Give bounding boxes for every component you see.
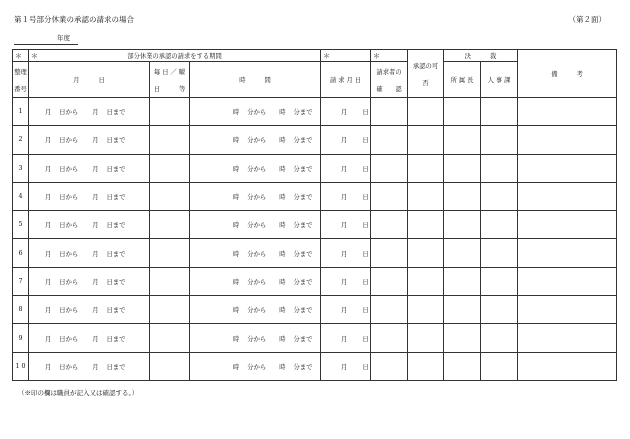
row-number: 5: [13, 211, 29, 239]
star-mark: ＊: [15, 52, 22, 60]
star-mark: ＊: [31, 52, 38, 60]
time-range-part: 分まで: [293, 250, 313, 258]
requester-confirm-cell[interactable]: [371, 98, 408, 126]
confirm-label-1: 請求者の: [376, 68, 402, 76]
time-range-part: 分まで: [293, 194, 313, 202]
date-range-cell[interactable]: [29, 98, 150, 126]
time-range-part: 分まで: [293, 109, 313, 117]
remarks-cell[interactable]: [518, 267, 617, 295]
date-range-cell[interactable]: [29, 154, 150, 182]
time-range-part: 時: [233, 278, 240, 286]
row-number: 8: [13, 296, 29, 324]
requester-confirm-cell[interactable]: [371, 267, 408, 295]
every-day-label-2: 日 等: [153, 85, 186, 93]
hr-cell[interactable]: [481, 239, 518, 267]
time-range-part: 分まで: [293, 307, 313, 315]
remarks-header: 備 考: [518, 50, 617, 98]
time-range-part: 時: [279, 137, 286, 145]
date-range-part: 月: [92, 137, 99, 145]
date-range-cell[interactable]: [29, 296, 150, 324]
approval-cell[interactable]: [408, 211, 444, 239]
time-range-cell[interactable]: [190, 126, 321, 154]
date-range-part: 日まで: [106, 335, 126, 343]
dept-head-cell[interactable]: [444, 182, 481, 210]
page-label: （第２面）: [568, 15, 606, 24]
request-date-part: 月: [341, 250, 348, 258]
date-range-part: 日まで: [106, 307, 126, 315]
date-range-part: 月: [92, 363, 99, 371]
year-field: [14, 34, 78, 45]
time-range-part: 時: [279, 194, 286, 202]
requester-confirm-cell[interactable]: [371, 211, 408, 239]
star-cell-request: [321, 50, 371, 62]
request-date-part: 日: [362, 109, 369, 117]
date-range-part: 月: [45, 363, 52, 371]
star-mark: ＊: [373, 52, 381, 60]
time-range-part: 分から: [247, 250, 267, 258]
remarks-cell[interactable]: [518, 182, 617, 210]
time-range-part: 分から: [247, 137, 267, 145]
remarks-cell[interactable]: [518, 324, 617, 352]
approval-header: [408, 50, 444, 98]
date-range-cell[interactable]: [29, 182, 150, 210]
date-range-part: 日から: [59, 222, 79, 230]
star-cell-confirm: [371, 50, 408, 62]
approval-cell[interactable]: [408, 352, 444, 380]
time-range-part: 分まで: [293, 335, 313, 343]
hr-cell[interactable]: [481, 296, 518, 324]
every-day-cell[interactable]: [150, 239, 190, 267]
time-range-part: 分から: [247, 109, 267, 117]
table-row: [13, 154, 617, 182]
dept-head-cell[interactable]: [444, 154, 481, 182]
date-range-part: 日から: [59, 109, 79, 117]
request-date-part: 日: [362, 335, 369, 343]
time-range-part: 分から: [247, 165, 267, 173]
request-date-part: 月: [341, 165, 348, 173]
dept-head-cell[interactable]: [444, 211, 481, 239]
remarks-cell[interactable]: [518, 98, 617, 126]
date-range-part: 月: [92, 250, 99, 258]
footnote: （※印の欄は職員が記入又は確認する。）: [18, 389, 139, 397]
dept-head-header: 所 属 長: [444, 62, 481, 98]
dept-head-cell[interactable]: [444, 267, 481, 295]
hr-cell[interactable]: [481, 352, 518, 380]
request-date-part: 月: [341, 222, 348, 230]
table-row: [13, 239, 617, 267]
request-date-part: 日: [362, 307, 369, 315]
time-range-part: 時: [233, 194, 240, 202]
request-date-part: 月: [341, 278, 348, 286]
time-range-part: 分まで: [293, 222, 313, 230]
date-range-part: 日まで: [106, 194, 126, 202]
hr-cell[interactable]: [481, 98, 518, 126]
row-number: 2: [13, 126, 29, 154]
every-day-cell[interactable]: [150, 324, 190, 352]
request-date-part: 日: [362, 363, 369, 371]
remarks-cell[interactable]: [518, 211, 617, 239]
seiri-label-2: 番号: [14, 85, 27, 93]
seiri-no-header: [13, 62, 29, 98]
requester-confirm-cell[interactable]: [371, 324, 408, 352]
year-label: 年度: [57, 34, 70, 42]
time-range-part: 分まで: [293, 165, 313, 173]
hr-cell[interactable]: [481, 267, 518, 295]
request-date-cell[interactable]: [321, 352, 371, 380]
date-range-part: 日から: [59, 137, 79, 145]
approval-label-2: 否: [422, 79, 429, 87]
remarks-cell[interactable]: [518, 352, 617, 380]
request-date-cell[interactable]: [321, 324, 371, 352]
requester-confirm-cell[interactable]: [371, 296, 408, 324]
request-date-part: 日: [362, 222, 369, 230]
row-number: 7: [13, 267, 29, 295]
time-header: 時 間: [190, 62, 321, 98]
date-range-part: 月: [92, 278, 99, 286]
time-range-part: 分から: [247, 363, 267, 371]
remarks-cell[interactable]: [518, 239, 617, 267]
every-day-header: [150, 62, 190, 98]
row-number: 6: [13, 239, 29, 267]
date-range-part: 日から: [59, 363, 79, 371]
date-range-part: 日から: [59, 250, 79, 258]
row-number: 9: [13, 324, 29, 352]
requester-confirm-cell[interactable]: [371, 182, 408, 210]
time-range-part: 時: [233, 137, 240, 145]
time-range-cell[interactable]: [190, 239, 321, 267]
requester-confirm-cell[interactable]: [371, 239, 408, 267]
date-range-cell[interactable]: [29, 239, 150, 267]
every-day-cell[interactable]: [150, 352, 190, 380]
seiri-label-1: 整理: [14, 68, 27, 76]
time-range-part: 時: [233, 165, 240, 173]
form-title: 第１号部分休業の承認の請求の場合: [14, 15, 134, 24]
time-range-part: 時: [233, 335, 240, 343]
leave-request-table: [12, 49, 617, 381]
confirm-label-2: 確 認: [376, 85, 402, 93]
row-number: 4: [13, 182, 29, 210]
requester-confirm-cell[interactable]: [371, 154, 408, 182]
time-range-part: 時: [279, 335, 286, 343]
time-range-part: 時: [279, 363, 286, 371]
approval-cell[interactable]: [408, 267, 444, 295]
request-date-cell[interactable]: [321, 296, 371, 324]
table-row: [13, 211, 617, 239]
date-range-part: 日まで: [106, 363, 126, 371]
date-range-part: 日から: [59, 335, 79, 343]
date-range-cell[interactable]: [29, 324, 150, 352]
request-date-cell[interactable]: [321, 182, 371, 210]
hr-cell[interactable]: [481, 211, 518, 239]
date-range-part: 日から: [59, 307, 79, 315]
time-range-part: 時: [233, 250, 240, 258]
period-group-label: 部分休業の承認の請求をする期間: [127, 53, 222, 60]
dept-head-cell[interactable]: [444, 126, 481, 154]
every-day-cell[interactable]: [150, 98, 190, 126]
hr-cell[interactable]: [481, 154, 518, 182]
table-row: [13, 182, 617, 210]
remarks-cell[interactable]: [518, 296, 617, 324]
hr-header: 人 事 課: [481, 62, 518, 98]
request-date-header: 請 求 月 日: [321, 62, 371, 98]
time-range-cell[interactable]: [190, 296, 321, 324]
dept-head-cell[interactable]: [444, 324, 481, 352]
dept-head-cell[interactable]: [444, 98, 481, 126]
remarks-cell[interactable]: [518, 126, 617, 154]
request-date-part: 月: [341, 307, 348, 315]
time-range-part: 時: [279, 278, 286, 286]
request-date-part: 月: [341, 335, 348, 343]
date-range-part: 月: [45, 307, 52, 315]
time-range-part: 分まで: [293, 278, 313, 286]
approval-cell[interactable]: [408, 296, 444, 324]
time-range-cell[interactable]: [190, 211, 321, 239]
approval-cell[interactable]: [408, 239, 444, 267]
request-date-cell[interactable]: [321, 126, 371, 154]
table-row: [13, 267, 617, 295]
time-range-part: 分から: [247, 335, 267, 343]
decision-header: 決 裁: [444, 50, 518, 62]
time-range-part: 時: [279, 165, 286, 173]
date-range-part: 日まで: [106, 109, 126, 117]
date-range-part: 月: [45, 137, 52, 145]
table-row: [13, 98, 617, 126]
date-range-part: 日まで: [106, 250, 126, 258]
time-range-cell[interactable]: [190, 267, 321, 295]
row-number: 1 0: [13, 352, 29, 380]
date-range-part: 日まで: [106, 137, 126, 145]
request-date-part: 月: [341, 109, 348, 117]
table-row: [13, 324, 617, 352]
hr-cell[interactable]: [481, 324, 518, 352]
date-range-part: 月: [45, 335, 52, 343]
star-cell-seiri: [13, 50, 29, 62]
date-range-part: 月: [92, 109, 99, 117]
date-range-part: 日から: [59, 194, 79, 202]
time-range-part: 時: [233, 363, 240, 371]
hr-cell[interactable]: [481, 182, 518, 210]
time-range-part: 時: [233, 307, 240, 315]
request-date-cell[interactable]: [321, 98, 371, 126]
request-date-part: 日: [362, 250, 369, 258]
time-range-part: 時: [279, 250, 286, 258]
date-range-cell[interactable]: [29, 211, 150, 239]
time-range-cell[interactable]: [190, 98, 321, 126]
every-day-cell[interactable]: [150, 182, 190, 210]
period-group-header: [29, 50, 321, 62]
request-date-part: 月: [341, 363, 348, 371]
time-range-part: 分から: [247, 222, 267, 230]
requester-confirm-cell[interactable]: [371, 352, 408, 380]
request-date-part: 日: [362, 137, 369, 145]
time-range-part: 分まで: [293, 363, 313, 371]
time-range-part: 時: [279, 109, 286, 117]
table-row: [13, 352, 617, 380]
time-range-part: 分から: [247, 307, 267, 315]
date-range-part: 月: [45, 109, 52, 117]
dept-head-cell[interactable]: [444, 239, 481, 267]
every-day-cell[interactable]: [150, 267, 190, 295]
date-range-part: 月: [92, 335, 99, 343]
date-range-part: 日から: [59, 278, 79, 286]
time-range-part: 分まで: [293, 137, 313, 145]
date-range-part: 月: [45, 194, 52, 202]
date-range-part: 月: [92, 307, 99, 315]
time-range-part: 時: [233, 222, 240, 230]
approval-cell[interactable]: [408, 154, 444, 182]
time-range-cell[interactable]: [190, 154, 321, 182]
request-date-part: 日: [362, 194, 369, 202]
request-date-cell[interactable]: [321, 239, 371, 267]
approval-label-1: 承認の可: [412, 62, 439, 70]
time-range-part: 時: [233, 109, 240, 117]
requester-confirm-header: [371, 62, 408, 98]
row-number: 1: [13, 98, 29, 126]
approval-cell[interactable]: [408, 126, 444, 154]
approval-cell[interactable]: [408, 98, 444, 126]
every-day-cell[interactable]: [150, 296, 190, 324]
date-range-cell[interactable]: [29, 267, 150, 295]
date-range-part: 日まで: [106, 165, 126, 173]
time-range-part: 時: [279, 222, 286, 230]
approval-cell[interactable]: [408, 182, 444, 210]
request-date-part: 月: [341, 137, 348, 145]
hr-cell[interactable]: [481, 126, 518, 154]
dept-head-cell[interactable]: [444, 296, 481, 324]
row-number: 3: [13, 154, 29, 182]
time-range-cell[interactable]: [190, 182, 321, 210]
every-day-label-1: 毎 日 ／ 曜: [153, 68, 186, 76]
date-range-part: 日まで: [106, 222, 126, 230]
date-range-part: 月: [45, 278, 52, 286]
date-range-cell[interactable]: [29, 126, 150, 154]
every-day-cell[interactable]: [150, 211, 190, 239]
time-range-part: 分から: [247, 194, 267, 202]
date-range-part: 月: [92, 194, 99, 202]
date-range-part: 月: [45, 250, 52, 258]
date-range-part: 月: [92, 222, 99, 230]
request-date-part: 日: [362, 278, 369, 286]
every-day-cell[interactable]: [150, 154, 190, 182]
remarks-cell[interactable]: [518, 154, 617, 182]
date-range-part: 日まで: [106, 278, 126, 286]
date-range-part: 月: [45, 222, 52, 230]
request-date-cell[interactable]: [321, 211, 371, 239]
request-date-part: 日: [362, 165, 369, 173]
table-row: [13, 126, 617, 154]
date-range-part: 日から: [59, 165, 79, 173]
request-date-cell[interactable]: [321, 154, 371, 182]
time-range-cell[interactable]: [190, 352, 321, 380]
time-range-part: 分から: [247, 278, 267, 286]
date-range-part: 月: [92, 165, 99, 173]
time-range-part: 時: [279, 307, 286, 315]
every-day-cell[interactable]: [150, 126, 190, 154]
table-row: [13, 296, 617, 324]
request-date-cell[interactable]: [321, 267, 371, 295]
dept-head-cell[interactable]: [444, 352, 481, 380]
date-range-cell[interactable]: [29, 352, 150, 380]
request-date-part: 月: [341, 194, 348, 202]
requester-confirm-cell[interactable]: [371, 126, 408, 154]
date-range-part: 月: [45, 165, 52, 173]
month-day-header: 月 日: [29, 62, 150, 98]
time-range-cell[interactable]: [190, 324, 321, 352]
approval-cell[interactable]: [408, 324, 444, 352]
star-mark: ＊: [323, 52, 331, 60]
